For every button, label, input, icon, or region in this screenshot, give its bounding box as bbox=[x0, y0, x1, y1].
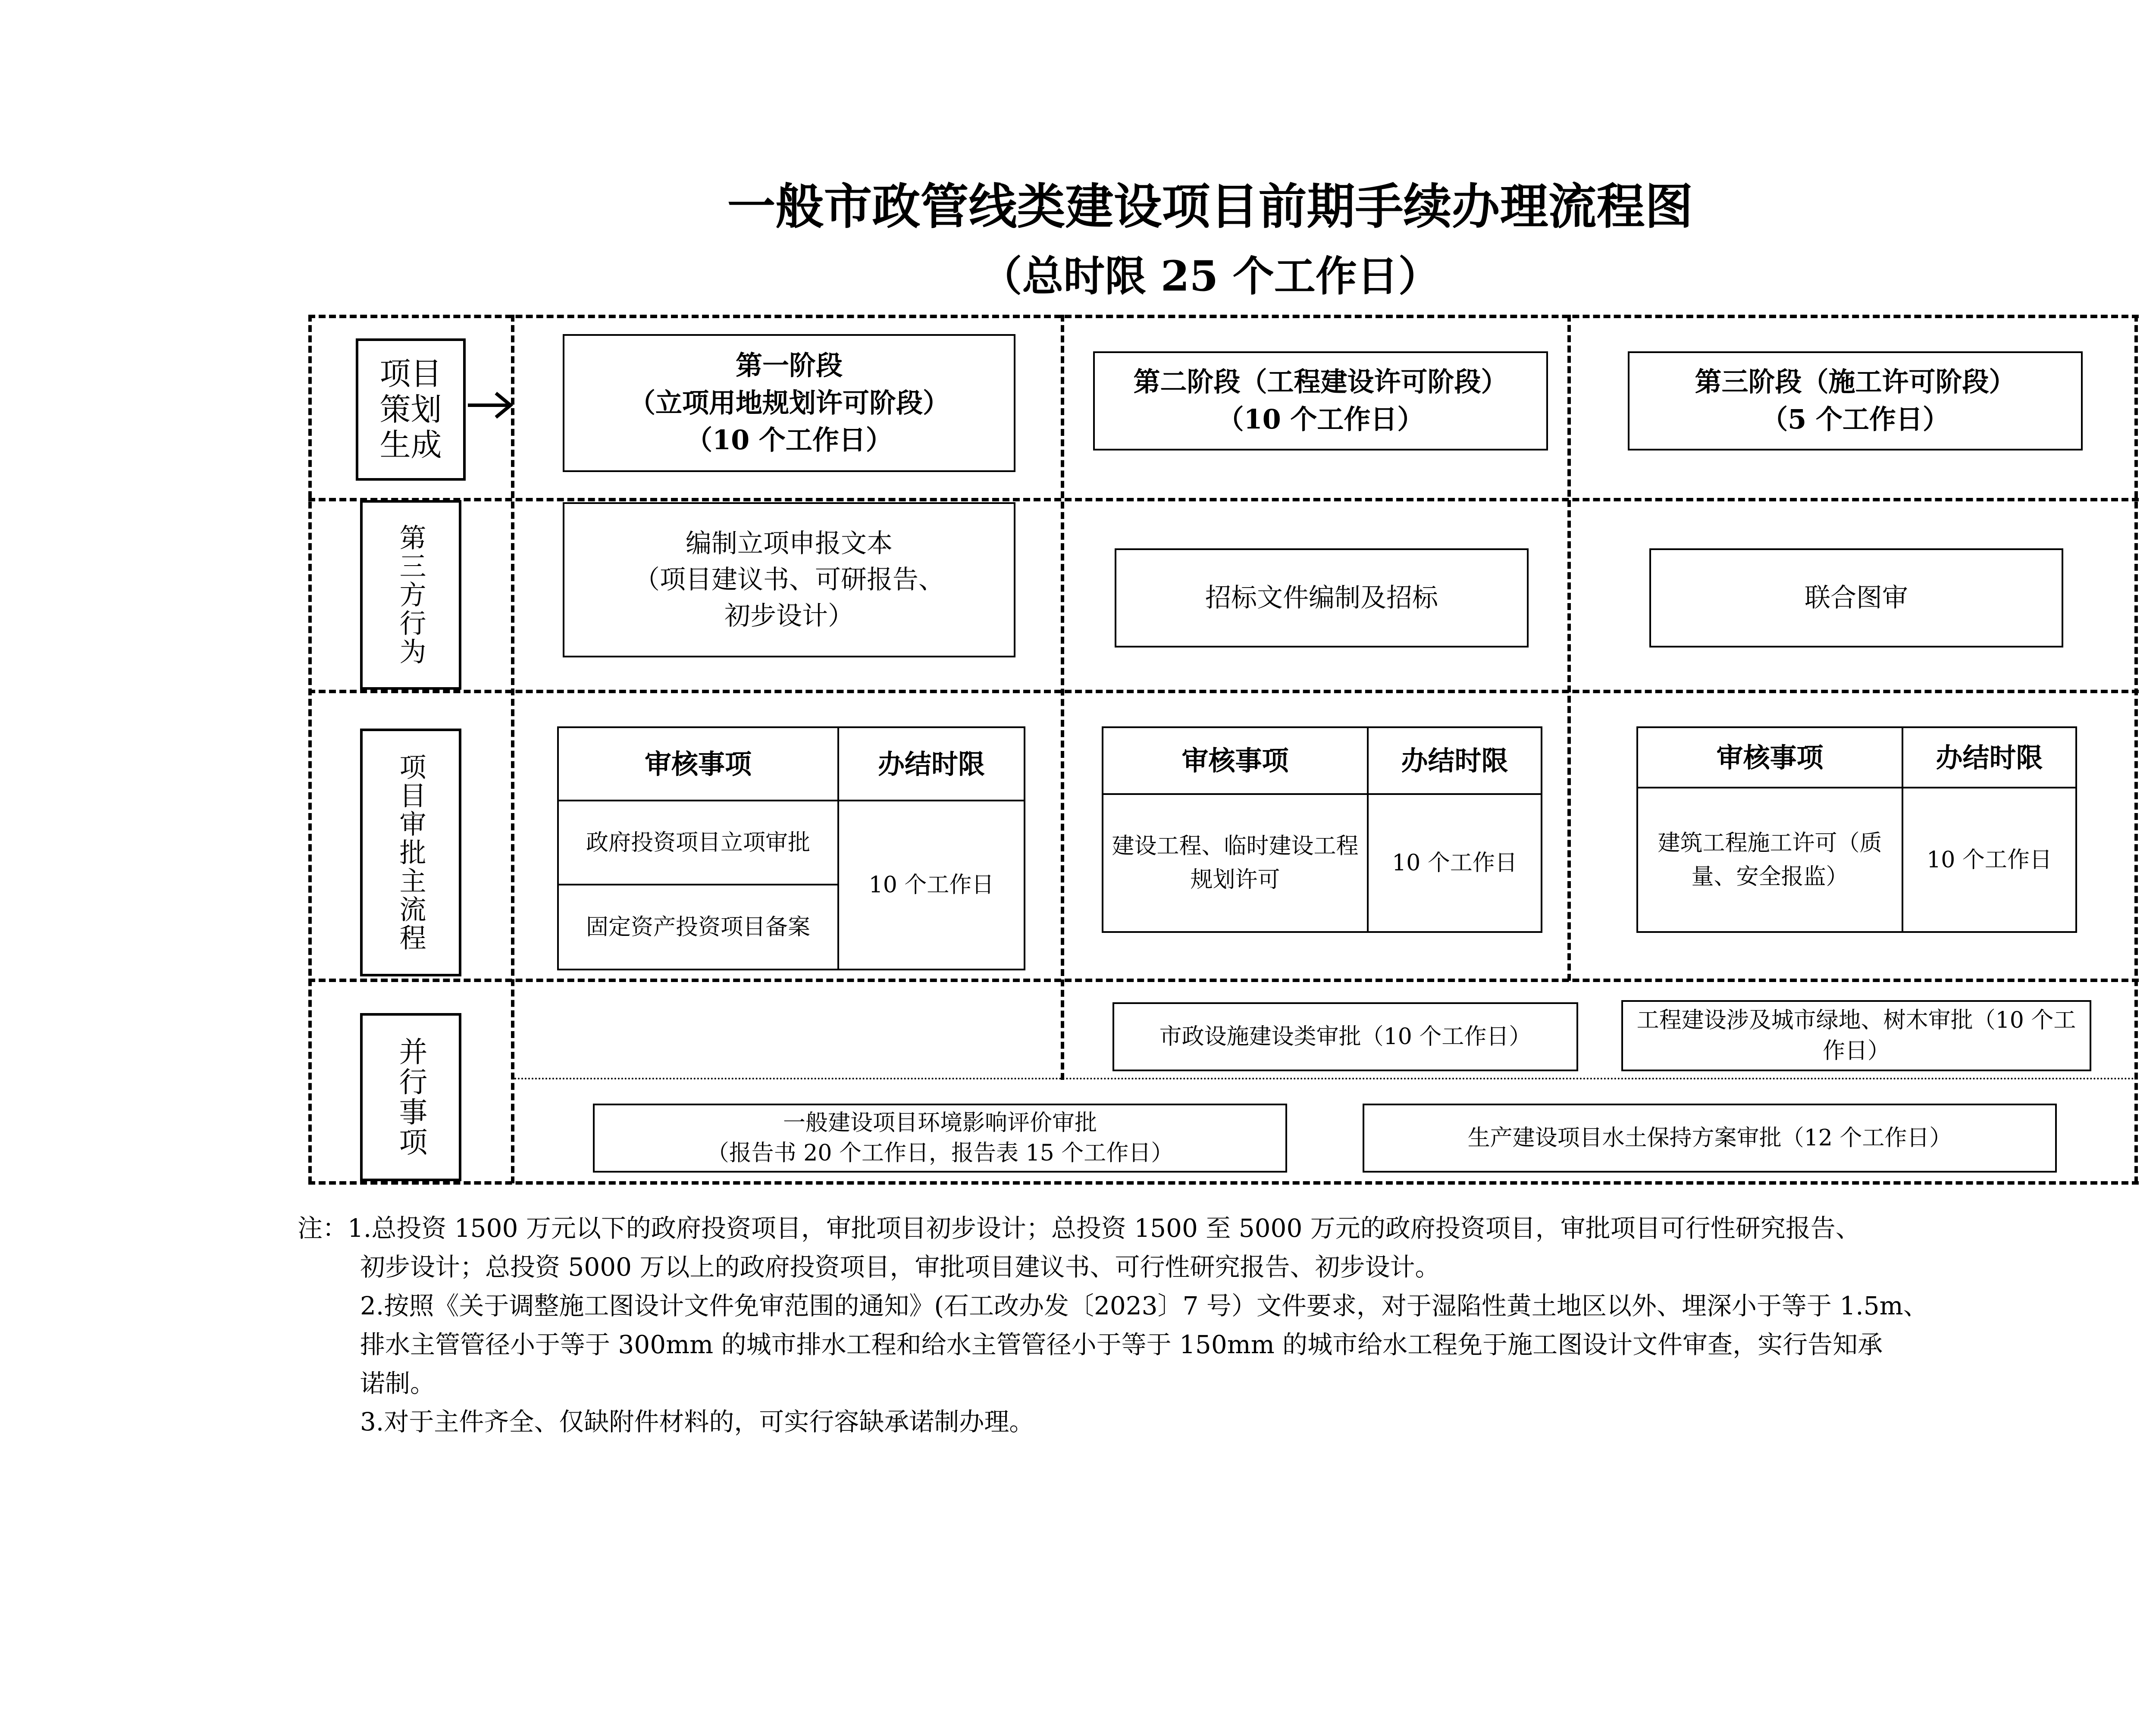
parallel-municipal-text: 市政设施建设类审批（10 个工作日） bbox=[1159, 1023, 1532, 1050]
stage-3-line2: （5 个工作日） bbox=[1761, 404, 1949, 435]
third-party-1-line1: 编制立项申报文本 bbox=[686, 529, 893, 559]
grid-vline-right bbox=[2134, 315, 2138, 1183]
page-title: 一般市政管线类建设项目前期手续办理流程图 bbox=[727, 178, 1693, 235]
row-label-parallel-text: 并行事项 bbox=[394, 1037, 427, 1157]
stage-1-line1: 第一阶段 bbox=[735, 349, 843, 381]
review-table-3-header-time: 办结时限 bbox=[1902, 727, 2076, 788]
third-party-2-text: 招标文件编制及招标 bbox=[1205, 583, 1438, 613]
review-table-2-header-time: 办结时限 bbox=[1368, 727, 1542, 794]
stage-1-line3: （10 个工作日） bbox=[686, 424, 893, 456]
note-1-line1: 注：1.总投资 1500 万元以下的政府投资项目，审批项目初步设计；总投资 1500 至 5000 万元的政府投资项目，审批项目可行性研究报告、 bbox=[298, 1214, 1861, 1243]
third-party-3-text: 联合图审 bbox=[1805, 583, 1908, 613]
row-label-start bbox=[356, 338, 466, 481]
review-table-3-item-1: 建筑工程施工许可（质量、安全报监） bbox=[1637, 788, 1902, 932]
page-subtitle: （总时限 25 个工作日） bbox=[981, 252, 1440, 300]
grid-vline-stage3 bbox=[1567, 315, 1571, 981]
notes-section bbox=[298, 1209, 2156, 1442]
review-table-3-time: 10 个工作日 bbox=[1902, 788, 2076, 932]
parallel-municipal-box bbox=[1112, 1002, 1578, 1071]
row-label-main-flow-text: 项目审批主流程 bbox=[395, 753, 426, 952]
grid-line-row3 bbox=[308, 979, 2139, 982]
third-party-box-2 bbox=[1115, 548, 1529, 647]
stage-1-box bbox=[563, 334, 1015, 472]
note-2-line3: 诺制。 bbox=[360, 1368, 436, 1398]
row-label-third-party-text: 第三方行为 bbox=[395, 524, 426, 666]
review-table-2 bbox=[1102, 726, 1542, 933]
grid-line-parallel-split bbox=[511, 1078, 2139, 1079]
row-label-parallel bbox=[360, 1013, 461, 1181]
stage-3-box bbox=[1628, 351, 2083, 450]
note-2-line1: 2.按照《关于调整施工图设计文件免审范围的通知》(石工改办发〔2023〕7 号）文件要求，对于湿陷性黄土地区以外、埋深小于等于 1.5m、 bbox=[360, 1291, 1928, 1320]
review-table-1 bbox=[557, 726, 1025, 970]
review-table-1-item-2: 固定资产投资项目备案 bbox=[558, 885, 838, 970]
grid-line-bottom bbox=[308, 1181, 2139, 1185]
third-party-1-line2: （项目建议书、可研报告、 bbox=[634, 565, 944, 595]
review-table-1-header-time: 办结时限 bbox=[838, 727, 1025, 801]
note-1-line2: 初步设计；总投资 5000 万以上的政府投资项目，审批项目建议书、可行性研究报告、初步设计。 bbox=[360, 1252, 1440, 1282]
stage-2-box bbox=[1093, 351, 1548, 450]
row-label-start-text: 项目策划生成 bbox=[379, 355, 442, 463]
review-table-3 bbox=[1636, 726, 2077, 933]
stage-2-line2: （10 个工作日） bbox=[1217, 404, 1424, 435]
grid-vline-label bbox=[511, 315, 514, 1183]
third-party-box-1 bbox=[563, 502, 1015, 657]
grid-line-row1 bbox=[308, 498, 2139, 501]
row-label-main-flow bbox=[360, 729, 461, 976]
grid-line-row2 bbox=[308, 690, 2139, 693]
third-party-1-line3: 初步设计） bbox=[724, 601, 854, 631]
arrow-right-icon bbox=[466, 388, 515, 422]
grid-vline-stage2 bbox=[1061, 315, 1064, 1080]
parallel-environment-box bbox=[593, 1104, 1287, 1173]
parallel-soil-text: 生产建设项目水土保持方案审批（12 个工作日） bbox=[1467, 1125, 1952, 1151]
parallel-environment-line2: （报告书 20 个工作日，报告表 15 个工作日） bbox=[706, 1140, 1174, 1166]
grid-line-top bbox=[308, 315, 2139, 318]
row-label-third-party bbox=[360, 500, 461, 690]
review-table-1-header-item: 审核事项 bbox=[558, 727, 838, 801]
note-2-line2: 排水主管管径小于等于 300mm 的城市排水工程和给水主管管径小于等于 150mm 的城市给水工程免于施工图设计文件审查，实行告知承 bbox=[360, 1329, 1883, 1359]
review-table-2-header-item: 审核事项 bbox=[1103, 727, 1368, 794]
stage-1-line2: （立项用地规划许可阶段） bbox=[628, 387, 950, 419]
parallel-environment-line1: 一般建设项目环境影响评价审批 bbox=[783, 1110, 1097, 1136]
stage-3-line1: 第三阶段（施工许可阶段） bbox=[1695, 366, 2016, 398]
stage-2-line1: 第二阶段（工程建设许可阶段） bbox=[1133, 366, 1508, 398]
review-table-2-time: 10 个工作日 bbox=[1368, 794, 1542, 932]
review-table-3-header-item: 审核事项 bbox=[1637, 727, 1902, 788]
review-table-1-item-1: 政府投资项目立项审批 bbox=[558, 801, 838, 885]
third-party-box-3 bbox=[1649, 548, 2063, 647]
grid-vline-left bbox=[308, 315, 312, 1183]
parallel-greenland-text: 工程建设涉及城市绿地、树木审批（10 个工作日） bbox=[1636, 1007, 2076, 1064]
review-table-1-time: 10 个工作日 bbox=[838, 801, 1025, 970]
parallel-soil-box bbox=[1363, 1104, 2057, 1173]
note-3: 3.对于主件齐全、仅缺附件材料的，可实行容缺承诺制办理。 bbox=[360, 1407, 1034, 1437]
parallel-greenland-box bbox=[1621, 1000, 2091, 1071]
review-table-2-item-1: 建设工程、临时建设工程规划许可 bbox=[1103, 794, 1368, 932]
